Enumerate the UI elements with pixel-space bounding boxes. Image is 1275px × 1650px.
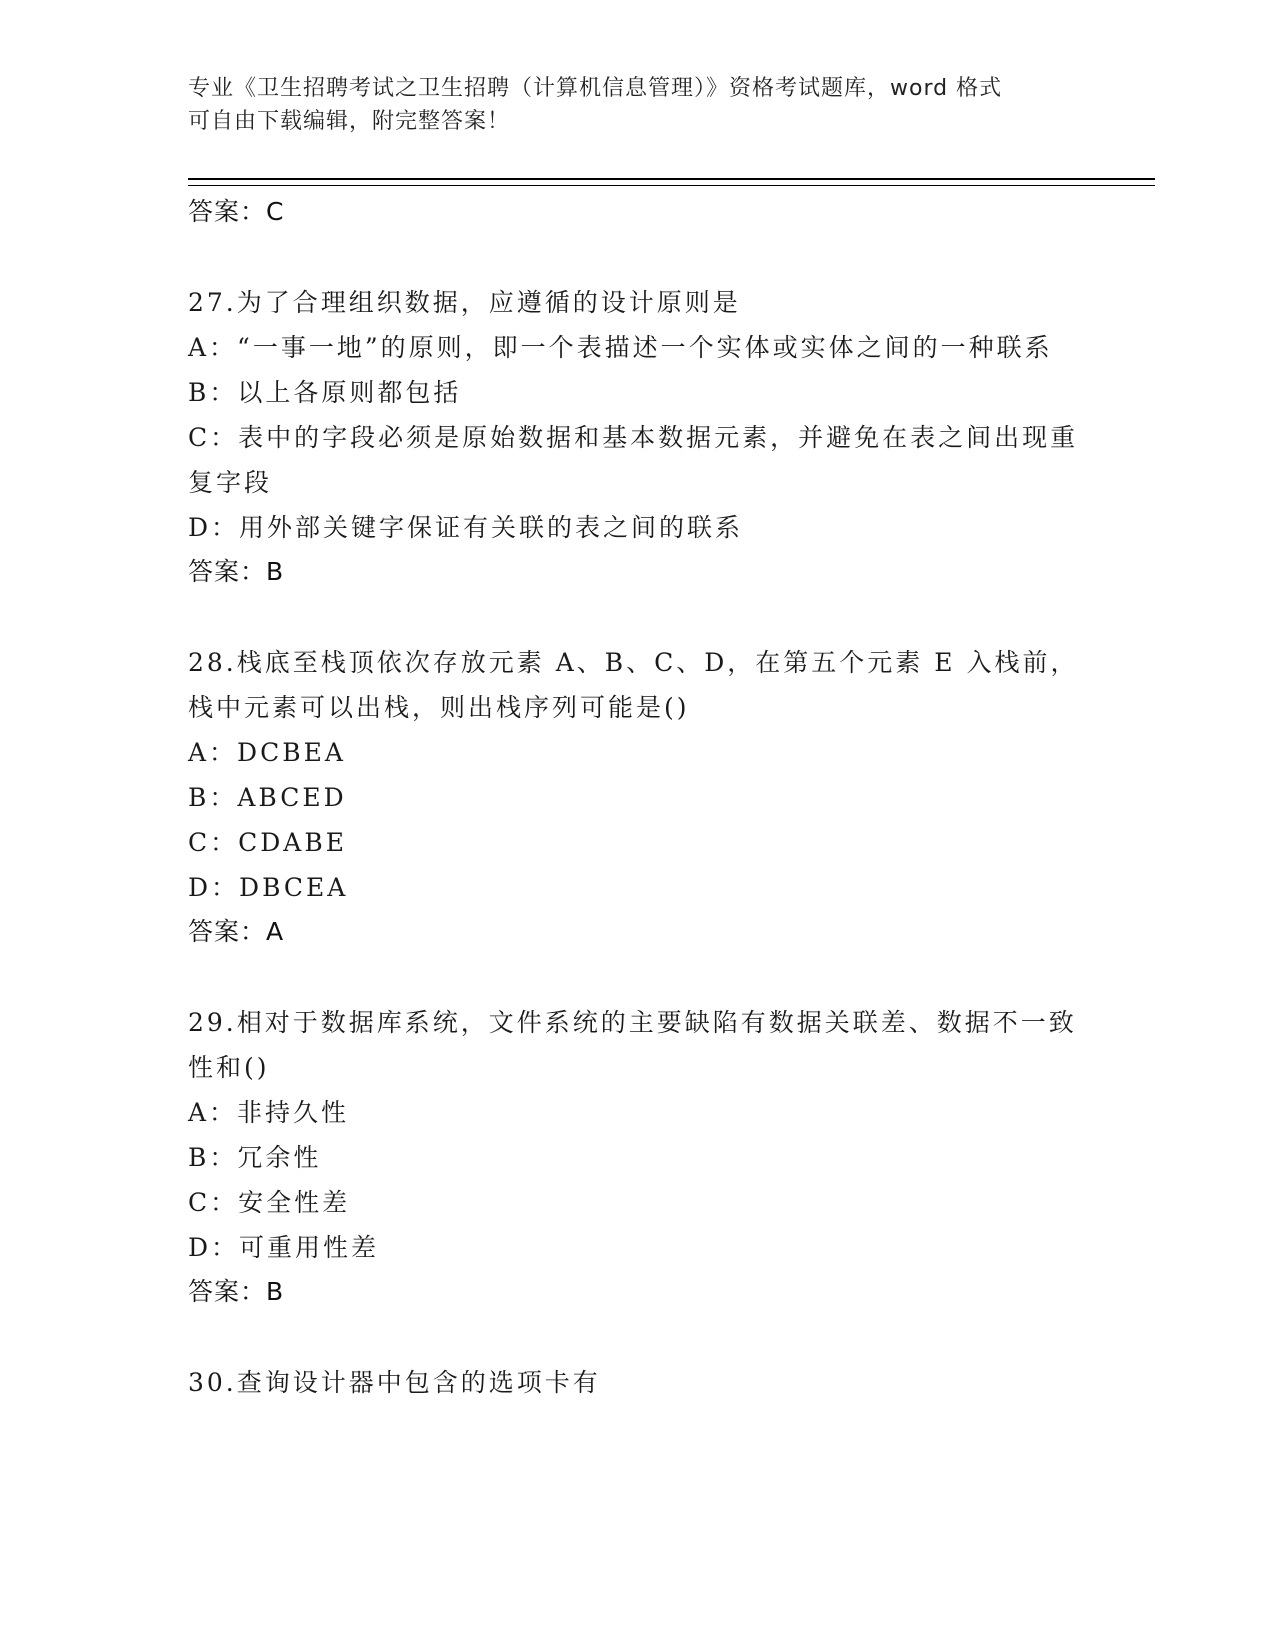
question-text: 29.相对于数据库系统，文件系统的主要缺陷有数据关联差、数据不一致性和() (188, 1008, 1077, 1082)
answer-label: 答案：C (188, 197, 285, 226)
option-b: B：ABCED (188, 783, 347, 812)
option-c: C：安全性差 (188, 1188, 351, 1217)
option-d: D：DBCEA (188, 873, 349, 902)
question-text: 27.为了合理组织数据，应遵循的设计原则是 (188, 288, 741, 317)
answer-label: 答案：B (188, 1277, 285, 1306)
option-a: A：DCBEA (188, 738, 346, 767)
question-block (188, 280, 1088, 594)
option-d: D：用外部关键字保证有关联的表之间的联系 (188, 513, 744, 542)
question-block (188, 1000, 1088, 1314)
spacer (188, 234, 1088, 280)
option-a: A：“一事一地”的原则，即一个表描述一个实体或实体之间的一种联系 (188, 333, 1053, 362)
option-c: C：表中的字段必须是原始数据和基本数据元素，并避免在表之间出现重复字段 (188, 423, 1079, 497)
header-line-2: 可自由下载编辑，附完整答案！ (188, 109, 511, 134)
option-b: B：冗余性 (188, 1143, 322, 1172)
question-block (188, 1360, 1088, 1405)
question-block (188, 640, 1088, 954)
answer-label: 答案：B (188, 557, 285, 586)
document-header (188, 72, 1088, 138)
header-line-1: 专业《卫生招聘考试之卫生招聘（计算机信息管理）》资格考试题库，word 格式 (188, 76, 1003, 101)
option-b: B：以上各原则都包括 (188, 378, 462, 407)
spacer (188, 1314, 1088, 1360)
option-d: D：可重用性差 (188, 1233, 380, 1262)
question-text: 28.栈底至栈顶依次存放元素 A、B、C、D，在第五个元素 E 入栈前，栈中元素可以出栈，则出栈序列可能是() (188, 648, 1079, 722)
option-c: C：CDABE (188, 828, 347, 857)
question-list (188, 186, 1088, 1405)
spacer (188, 954, 1088, 1000)
option-a: A：非持久性 (188, 1098, 350, 1127)
question-text: 30.查询设计器中包含的选项卡有 (188, 1368, 601, 1397)
header-divider (188, 178, 1155, 186)
answer-label: 答案：A (188, 917, 285, 946)
spacer (188, 594, 1088, 640)
